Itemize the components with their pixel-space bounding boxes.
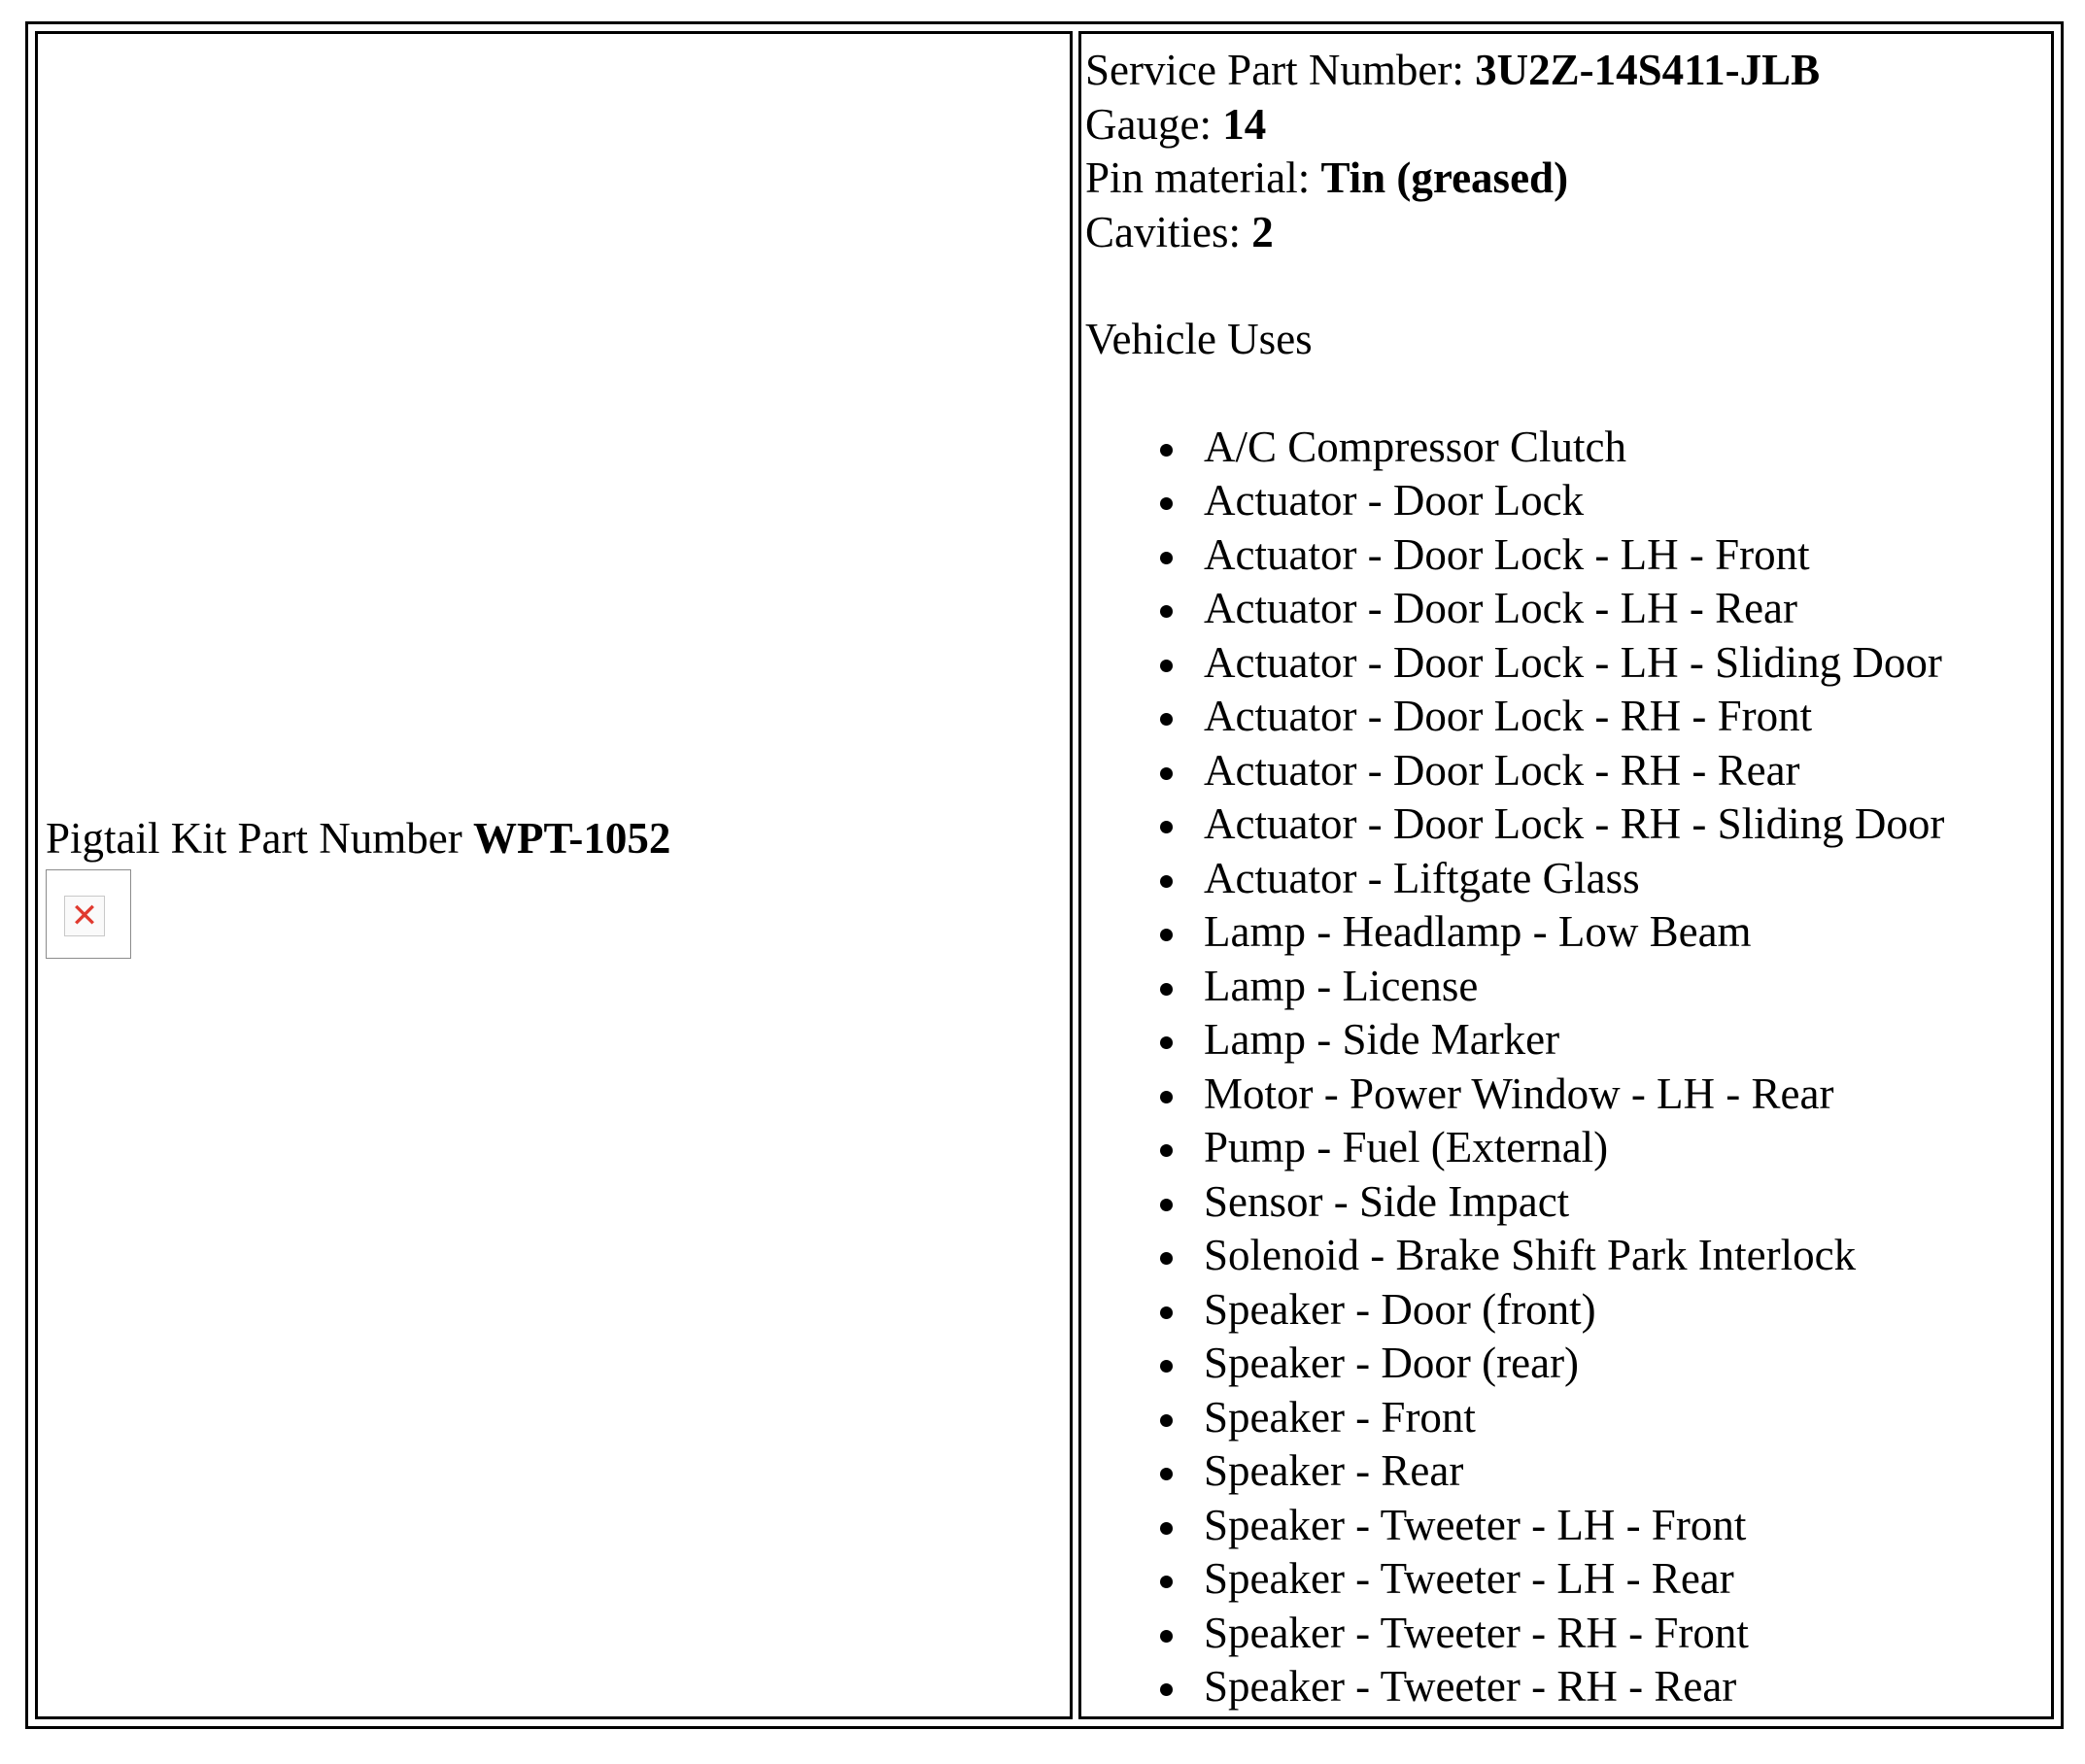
cavities-line <box>1085 206 1944 260</box>
gauge-label: Gauge: <box>1085 99 1212 149</box>
vehicle-use-item <box>1085 1444 1944 1499</box>
vehicle-use-label: A/C Compressor Clutch <box>1204 422 1626 471</box>
vehicle-use-item <box>1085 1175 1944 1230</box>
bullet-icon <box>1160 552 1173 564</box>
vehicle-use-item <box>1085 905 1944 960</box>
vehicle-use-item <box>1085 421 1944 475</box>
bullet-icon <box>1160 1036 1173 1049</box>
bullet-icon <box>1160 821 1173 833</box>
vehicle-use-label: Speaker - Tweeter - RH - Rear <box>1204 1662 1737 1711</box>
bullet-icon <box>1160 1360 1173 1373</box>
vehicle-use-item <box>1085 582 1944 636</box>
vehicle-use-label: Speaker - Door (front) <box>1204 1284 1596 1334</box>
vehicle-use-item <box>1085 1552 1944 1607</box>
vehicle-use-item <box>1085 852 1944 906</box>
vehicle-use-item <box>1085 1607 1944 1661</box>
vehicle-use-item <box>1085 1068 1944 1122</box>
service-part-line <box>1085 44 1944 98</box>
bullet-icon <box>1160 497 1173 510</box>
vehicle-use-label: Speaker - Front <box>1204 1392 1476 1442</box>
bullet-icon <box>1160 1091 1173 1103</box>
vehicle-use-label: Speaker - Tweeter - RH - Front <box>1204 1608 1749 1657</box>
vehicle-use-item <box>1085 528 1944 583</box>
vehicle-use-item <box>1085 636 1944 691</box>
vehicle-use-item <box>1085 960 1944 1014</box>
vehicle-use-label: Speaker - Tweeter - LH - Rear <box>1204 1554 1734 1603</box>
bullet-icon <box>1160 660 1173 672</box>
service-part-label: Service Part Number: <box>1085 46 1464 94</box>
pin-material-label: Pin material: <box>1085 153 1311 202</box>
vehicle-use-label: Speaker - Tweeter - LH - Front <box>1204 1500 1747 1549</box>
bullet-icon <box>1160 1306 1173 1319</box>
vehicle-use-label: Lamp - Side Marker <box>1204 1015 1560 1064</box>
vehicle-use-item <box>1085 1337 1944 1391</box>
bullet-icon <box>1160 983 1173 996</box>
vehicle-uses-title: Vehicle Uses <box>1085 315 1313 363</box>
vehicle-use-item <box>1085 690 1944 744</box>
bullet-icon <box>1160 1252 1173 1265</box>
cavities-label: Cavities: <box>1085 207 1241 256</box>
bullet-icon <box>1160 1144 1173 1157</box>
bullet-icon <box>1160 713 1173 726</box>
vehicle-use-item <box>1085 1391 1944 1445</box>
vehicle-use-label: Actuator - Door Lock - RH - Sliding Door <box>1204 799 1945 848</box>
bullet-icon <box>1160 605 1173 618</box>
broken-image-x-icon: ✕ <box>70 897 99 935</box>
vehicle-use-label: Sensor - Side Impact <box>1204 1176 1570 1226</box>
bullet-icon <box>1160 1468 1173 1480</box>
vehicle-use-label: Lamp - License <box>1204 961 1479 1010</box>
service-part-value: 3U2Z-14S411-JLB <box>1475 46 1821 94</box>
cavities-value: 2 <box>1251 207 1274 256</box>
gauge-value: 14 <box>1222 99 1267 149</box>
vehicle-use-item <box>1085 1283 1944 1338</box>
vehicle-use-item <box>1085 1499 1944 1553</box>
vehicle-use-label: Actuator - Door Lock - LH - Front <box>1204 529 1810 579</box>
vehicle-use-label: Actuator - Door Lock - RH - Front <box>1204 692 1813 740</box>
bullet-icon <box>1160 1683 1173 1696</box>
bullet-icon <box>1160 444 1173 457</box>
vehicle-use-label: Speaker - Rear <box>1204 1446 1464 1495</box>
broken-image-icon <box>46 869 131 959</box>
gauge-line <box>1085 98 1944 153</box>
vehicle-use-label: Lamp - Headlamp - Low Beam <box>1204 907 1752 956</box>
vehicle-use-item <box>1085 1229 1944 1283</box>
bullet-icon <box>1160 1630 1173 1643</box>
pigtail-kit-label: Pigtail Kit Part Number <box>46 814 462 863</box>
vehicle-use-label: Actuator - Door Lock <box>1204 476 1585 525</box>
bullet-icon <box>1160 1576 1173 1588</box>
bullet-icon <box>1160 1522 1173 1535</box>
parts-table <box>25 21 2064 1729</box>
vehicle-use-item <box>1085 1660 1944 1714</box>
vehicle-use-label: Actuator - Door Lock - LH - Sliding Door <box>1204 637 1942 687</box>
broken-image-frame <box>64 896 105 936</box>
pin-material-line <box>1085 152 1944 206</box>
pigtail-kit-number: WPT-1052 <box>472 814 671 863</box>
bullet-icon <box>1160 929 1173 941</box>
bullet-icon <box>1160 767 1173 780</box>
bullet-icon <box>1160 1199 1173 1211</box>
vehicle-use-item <box>1085 797 1944 852</box>
details-cell <box>1078 31 2054 1719</box>
pigtail-cell <box>35 31 1073 1719</box>
vehicle-use-label: Speaker - Door (rear) <box>1204 1339 1580 1387</box>
pigtail-block <box>46 811 670 959</box>
vehicle-use-item <box>1085 1013 1944 1068</box>
vehicle-use-item <box>1085 744 1944 798</box>
vehicle-use-label: Actuator - Door Lock - LH - Rear <box>1204 584 1798 632</box>
bullet-icon <box>1160 875 1173 888</box>
vehicle-use-item <box>1085 1121 1944 1175</box>
vehicle-use-label: Pump - Fuel (External) <box>1204 1123 1609 1171</box>
vehicle-use-item <box>1085 474 1944 528</box>
pigtail-kit-line <box>46 811 670 865</box>
vehicle-use-label: Actuator - Liftgate Glass <box>1204 853 1640 902</box>
pin-material-value: Tin (greased) <box>1320 153 1569 202</box>
vehicle-use-label: Solenoid - Brake Shift Park Interlock <box>1204 1231 1857 1279</box>
vehicle-use-label: Actuator - Door Lock - RH - Rear <box>1204 745 1800 795</box>
details-content <box>1085 44 1944 1714</box>
vehicle-use-label: Motor - Power Window - LH - Rear <box>1204 1069 1834 1118</box>
vehicle-uses-list <box>1085 421 1944 1714</box>
bullet-icon <box>1160 1414 1173 1427</box>
